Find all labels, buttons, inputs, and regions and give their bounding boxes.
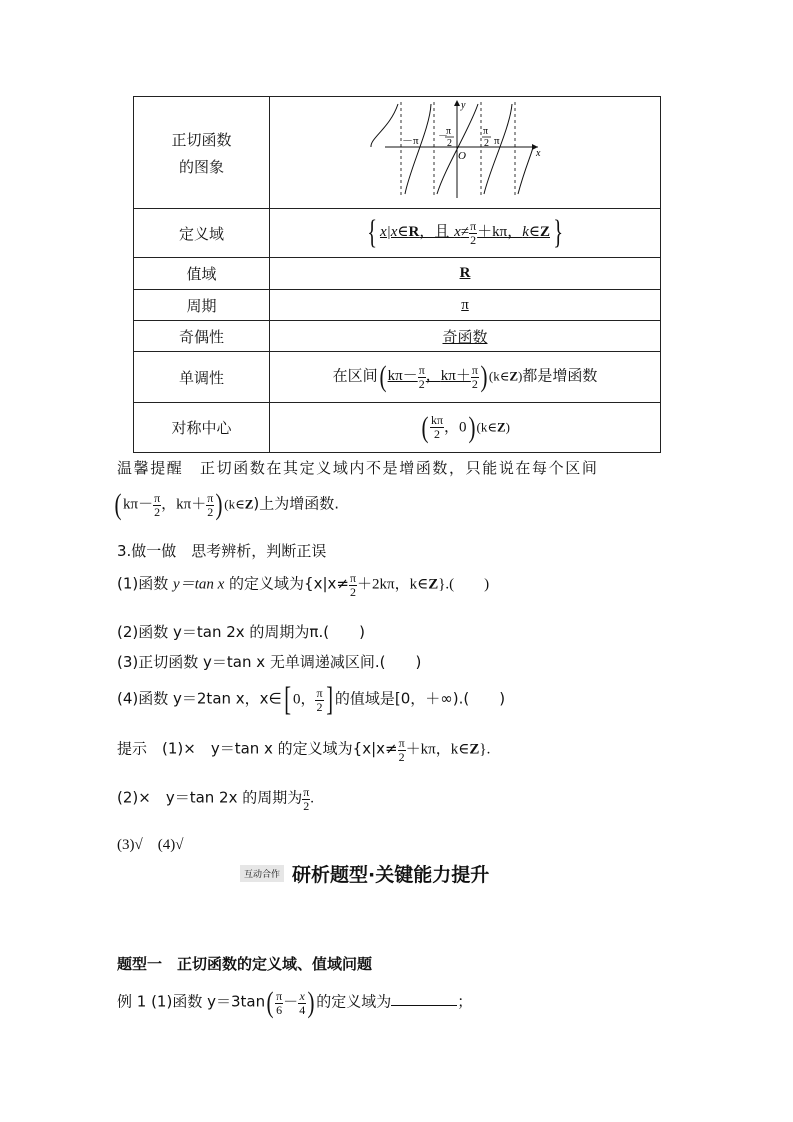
section-header [240,860,489,887]
monotonicity-value: 在区间( kπ－ $\frac{\pi}{2}$ ，kπ＋ $\frac{\pi}{2}$ ) (k∈Z)都是增函数 [270,352,661,403]
question-2: (2)函数 y＝tan 2x 的周期为π.( ) [117,623,365,641]
domain-value: { x|x∈R，且 x≠ $\frac{\pi}{2}$ ＋kπ，k∈Z} [270,209,661,258]
period-value: π [270,290,661,321]
question-1: (1)函数 y＝tan x 的定义域为{x|x≠ $\frac{\pi}{2}$ ＋2kπ，k∈Z}.( ) [117,571,490,599]
graph-label-cell [134,97,270,209]
tangent-branch [484,104,512,194]
answer-1: 提示 (1)× y＝tan x 的定义域为{x|x≠ $\frac{\pi}{2}$ ＋kπ，k∈Z}. [117,736,491,764]
label-half-pi-den: 2 [484,137,489,149]
label-neg-sign: － [438,130,448,142]
type1-title: 题型一 正切函数的定义域、值域问题 [117,955,373,973]
tip-text: 正切函数在其定义域内不是增函数，只能说在每个区间 [200,459,599,477]
tangent-graph [270,98,660,208]
tip-line1 [117,457,598,478]
domain-label: 定义域 [134,209,270,258]
tangent-branch [405,104,431,194]
period-label: 周期 [134,290,270,321]
tip-head: 温馨提醒 [117,459,184,477]
parity-value: 奇函数 [270,321,661,352]
label-neg-half-pi-den: 2 [447,137,452,149]
tangent-branch [518,147,533,194]
graph-label-line2: 的图象 [178,157,224,176]
section-badge: 互动合作 [240,865,284,882]
label-x-axis: x [536,147,541,159]
question-3: (3)正切函数 y＝tan x 无单调递减区间.( ) [117,653,422,671]
parity-label: 奇偶性 [134,321,270,352]
section-title: 研析题型·关键能力提升 [292,864,490,886]
tip-line2: ( kπ－ $\frac{\pi}{2}$ ，kπ＋ $\frac{\pi}{2}$ ) (k∈Z)上为增函数. [114,488,340,521]
range-value: R [270,258,661,290]
graph-label-line1: 正切函数 [171,130,232,149]
practice-title: 3.做一做 思考辨析，判断正误 [117,542,327,560]
label-neg-half-pi-num: π [446,125,452,137]
monotonicity-label: 单调性 [134,352,270,403]
graph-cell [270,97,661,209]
label-pi: π [494,134,500,147]
label-neg-pi: －π [402,134,419,147]
y-axis-arrow [454,100,460,106]
range-label: 值域 [134,258,270,290]
tangent-branch [371,104,398,147]
symmetry-center-label: 对称中心 [134,403,270,453]
answer-2: (2)× y＝tan 2x 的周期为 $\frac{\pi}{2}$ . [117,785,315,813]
answer-blank[interactable] [391,991,457,1006]
label-half-pi-num: π [483,125,489,137]
label-y-axis: y [461,99,466,111]
example-1: 例 1 (1)函数 y＝3tan( $\frac{\pi}{6}$ － $\frac{x}{4}$ ) 的定义域为 ； [117,986,473,1019]
question-4: (4)函数 y＝2tan x，x∈[ 0， $\frac{\pi}{2}$ ] 的值域是[0，＋∞).( ) [117,681,506,718]
label-origin: O [458,149,466,162]
properties-table [133,96,661,453]
symmetry-center-value: ( $\frac{k\pi}{2}$ ，0) (k∈Z) [270,403,661,453]
answer-3-4: (3)√ (4)√ [117,837,184,853]
